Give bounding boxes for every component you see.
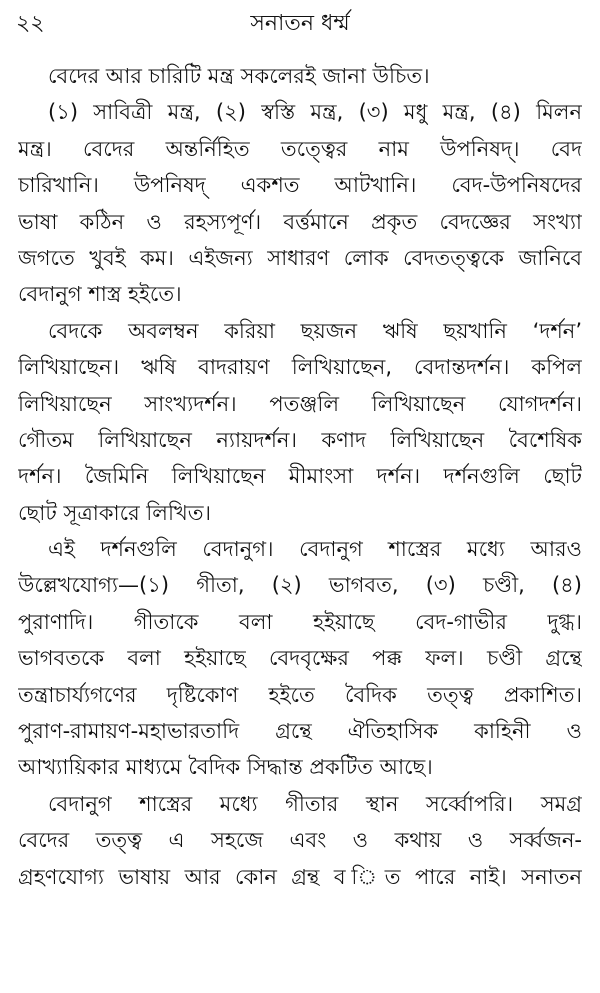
paragraph — [18, 531, 582, 786]
text-line: আখ্যায়িকার মাধ্যমে বৈদিক সিদ্ধান্ত প্রকটিত আছে। — [18, 755, 433, 780]
text-line: লিখিয়াছেন। ঋষি বাদরায়ণ লিখিয়াছেন, বেদান্তদর্শন। কপিল — [18, 355, 582, 380]
paragraph — [18, 313, 582, 531]
text-line: বেদকে অবলম্বন করিয়া ছয়জন ঋষি ছয়খানি ‘দর্শন’ — [48, 318, 582, 343]
text-line: দর্শন। জৈমিনি লিখিয়াছেন মীমাংসা দর্শন। দর্শনগুলি ছোট — [18, 464, 582, 489]
text-line: গৌতম লিখিয়াছেন ন্যায়দর্শন। কণাদ লিখিয়াছেন বৈশেষিক — [18, 427, 582, 452]
paragraph — [18, 94, 582, 312]
text-line: উল্লেখযোগ্য—(১) গীতা, (২) ভাগবত, (৩) চণ্ডী, (৪) — [18, 573, 582, 598]
text-line: বেদের তত্ত্ব এ সহজে এবং ও কথায় ও সর্ব্বজন- — [18, 828, 582, 853]
text-line: পুরাণাদি। গীতাকে বলা হইয়াছে বেদ-গাভীর দুগ্ধ। — [18, 609, 582, 634]
page-number: ২২ — [16, 11, 45, 36]
text-line: বেদানুগ শাস্ত্র হইতে। — [18, 282, 182, 307]
text-line: ভাষা কঠিন ও রহস্যপূর্ণ। বর্ত্তমানে প্রকৃত বেদজ্ঞের সংখ্যা — [18, 209, 582, 234]
text-line: লিখিয়াছেন সাংখ্যদর্শন। পতঞ্জলি লিখিয়াছেন যোগদর্শন। — [18, 391, 582, 416]
text-line: চারিখানি। উপনিষদ্ একশত আটখানি। বেদ-উপনিষদের — [18, 173, 582, 198]
text-line: (১) সাবিত্রী মন্ত্র, (২) স্বস্তি মন্ত্র, (৩) মধু মন্ত্র, (৪) মিলন — [48, 100, 582, 125]
text-line: ছোট সূত্রাকারে লিখিত। — [18, 500, 212, 525]
text-line: পুরাণ-রামায়ণ-মহাভারতাদি গ্রন্থে ঐতিহাসিক কাহিনী ও — [18, 719, 582, 744]
text-line: তন্ত্রাচার্য্যগণের দৃষ্টিকোণ হইতে বৈদিক তত্ত্ব প্রকাশিত। — [18, 682, 582, 707]
text-line: ভাগবতকে বলা হইয়াছে বেদবৃক্ষের পক্ক ফল। চণ্ডী গ্রন্থে — [18, 646, 582, 671]
running-title: সনাতন ধর্ম্ম — [250, 11, 350, 36]
body-text — [18, 58, 582, 895]
text-line: গ্রহণযোগ্য ভাষায় আর কোন গ্রন্থ ব িত পারে নাই। সনাতন — [18, 864, 582, 889]
paragraph — [18, 58, 582, 94]
text-line: বেদানুগ শাস্ত্রের মধ্যে গীতার স্থান সর্ব্বোপরি। সমগ্র — [48, 791, 582, 816]
page-header — [16, 4, 584, 42]
paragraph — [18, 786, 582, 895]
text-line: জগতে খুবই কম। এইজন্য সাধারণ লোক বেদতত্ত্বকে জানিবে — [18, 245, 582, 270]
text-line: এই দর্শনগুলি বেদানুগ। বেদানুগ শাস্ত্রের মধ্যে আরও — [48, 537, 582, 562]
text-line: বেদের আর চারিটি মন্ত্র সকলেরই জানা উচিত। — [48, 64, 430, 88]
text-line: মন্ত্র। বেদের অন্তর্নিহিত তত্ত্বের নাম উপনিষদ্। বেদ — [18, 136, 582, 161]
